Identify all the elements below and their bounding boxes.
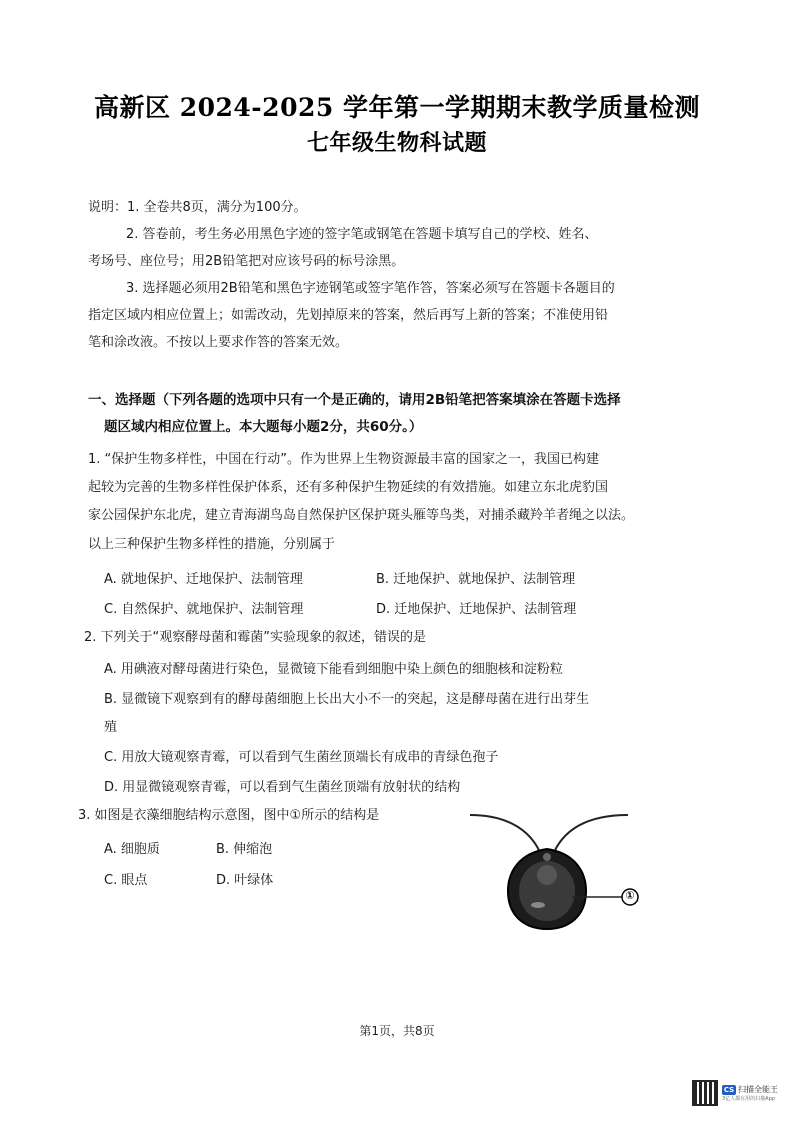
pyrenoid xyxy=(531,902,545,908)
q3-option-a: A. 细胞质 xyxy=(104,842,160,857)
q2-option-b-line-1: B. 显微镜下观察到有的酵母菌细胞上长出大小不一的突起，这是酵母菌在进行出芽生 xyxy=(104,692,590,707)
contractile-vacuole xyxy=(543,853,551,861)
q1-line-1: 1. “保护生物多样性，中国在行动”。作为世界上生物资源最丰富的国家之一，我国已构建 xyxy=(88,452,600,467)
q2-option-c: C. 用放大镜观察青霉，可以看到气生菌丝顶端长有成串的青绿色孢子 xyxy=(104,750,499,765)
qr-code-icon xyxy=(692,1080,718,1106)
instructions-line-2: 2. 答卷前，考生务必用黑色字迹的签字笔或钢笔在答题卡填写自己的学校、姓名、 xyxy=(126,227,598,242)
instructions-line-4: 3. 选择题必须用2B铅笔和黑色字迹钢笔或签字笔作答，答案必须写在答题卡各题目的 xyxy=(126,281,615,296)
flagellum-left xyxy=(470,815,542,857)
chlamydomonas-diagram xyxy=(460,805,650,945)
page-footer: 第1页，共8页 xyxy=(359,1024,435,1038)
exam-subtitle: 七年级生物科试题 xyxy=(306,130,487,156)
flagellum-right xyxy=(552,815,628,857)
q2-option-a: A. 用碘液对酵母菌进行染色，显微镜下能看到细胞中染上颜色的细胞核和淀粉粒 xyxy=(104,662,563,677)
instructions-line-5: 指定区域内相应位置上；如需改动，先划掉原来的答案，然后再写上新的答案；不准使用铅 xyxy=(88,308,609,323)
q2-line-1: 2. 下列关于“观察酵母菌和霉菌”实验现象的叙述，错误的是 xyxy=(84,630,427,645)
instructions-line-1: 说明：1. 全卷共8页，满分为100分。 xyxy=(88,200,307,215)
section-header-line-2: 题区域内相应位置上。本大题每小题2分，共60分。） xyxy=(104,419,423,435)
q1-option-a: A. 就地保护、迁地保护、法制管理 xyxy=(104,572,303,587)
structure-label-1: ① xyxy=(625,889,635,902)
scanner-brand: 扫描全能王 xyxy=(738,1085,778,1094)
q2-option-d: D. 用显微镜观察青霉，可以看到气生菌丝顶端有放射状的结构 xyxy=(104,780,461,795)
exam-title: 高新区 2024-2025 学年第一学期期末教学质量检测 xyxy=(94,93,700,122)
instructions-line-6: 笔和涂改液。不按以上要求作答的答案无效。 xyxy=(88,335,349,350)
nucleus xyxy=(537,865,557,885)
instructions-line-3: 考场号、座位号；用2B铅笔把对应该号码的标号涂黑。 xyxy=(88,254,405,269)
q3-option-c: C. 眼点 xyxy=(104,873,148,888)
q3-line-1: 3. 如图是衣藻细胞结构示意图，图中①所示的结构是 xyxy=(78,808,380,823)
q1-option-c: C. 自然保护、就地保护、法制管理 xyxy=(104,602,304,617)
camscanner-logo-icon: CS xyxy=(723,1085,735,1094)
q3-option-d: D. 叶绿体 xyxy=(216,873,274,888)
scanner-watermark xyxy=(692,1078,788,1108)
section-header-line-1: 一、选择题（下列各题的选项中只有一个是正确的，请用2B铅笔把答案填涂在答题卡选择 xyxy=(88,392,621,408)
q2-option-b-line-2: 殖 xyxy=(104,720,118,735)
q1-line-3: 家公园保护东北虎，建立青海湖鸟岛自然保护区保护斑头雁等鸟类，对捕杀藏羚羊者绳之以法。 xyxy=(88,508,635,523)
q3-option-b: B. 伸缩泡 xyxy=(216,842,273,857)
scanner-tagline: 3亿人都在用的扫描App xyxy=(722,1096,775,1102)
q1-option-d: D. 迁地保护、迁地保护、法制管理 xyxy=(376,602,577,617)
q1-line-4: 以上三种保护生物多样性的措施，分别属于 xyxy=(88,537,336,552)
q1-line-2: 起较为完善的生物多样性保护体系，还有多种保护生物延续的有效措施。如建立东北虎豹国 xyxy=(88,480,609,495)
q1-option-b: B. 迁地保护、就地保护、法制管理 xyxy=(376,572,576,587)
